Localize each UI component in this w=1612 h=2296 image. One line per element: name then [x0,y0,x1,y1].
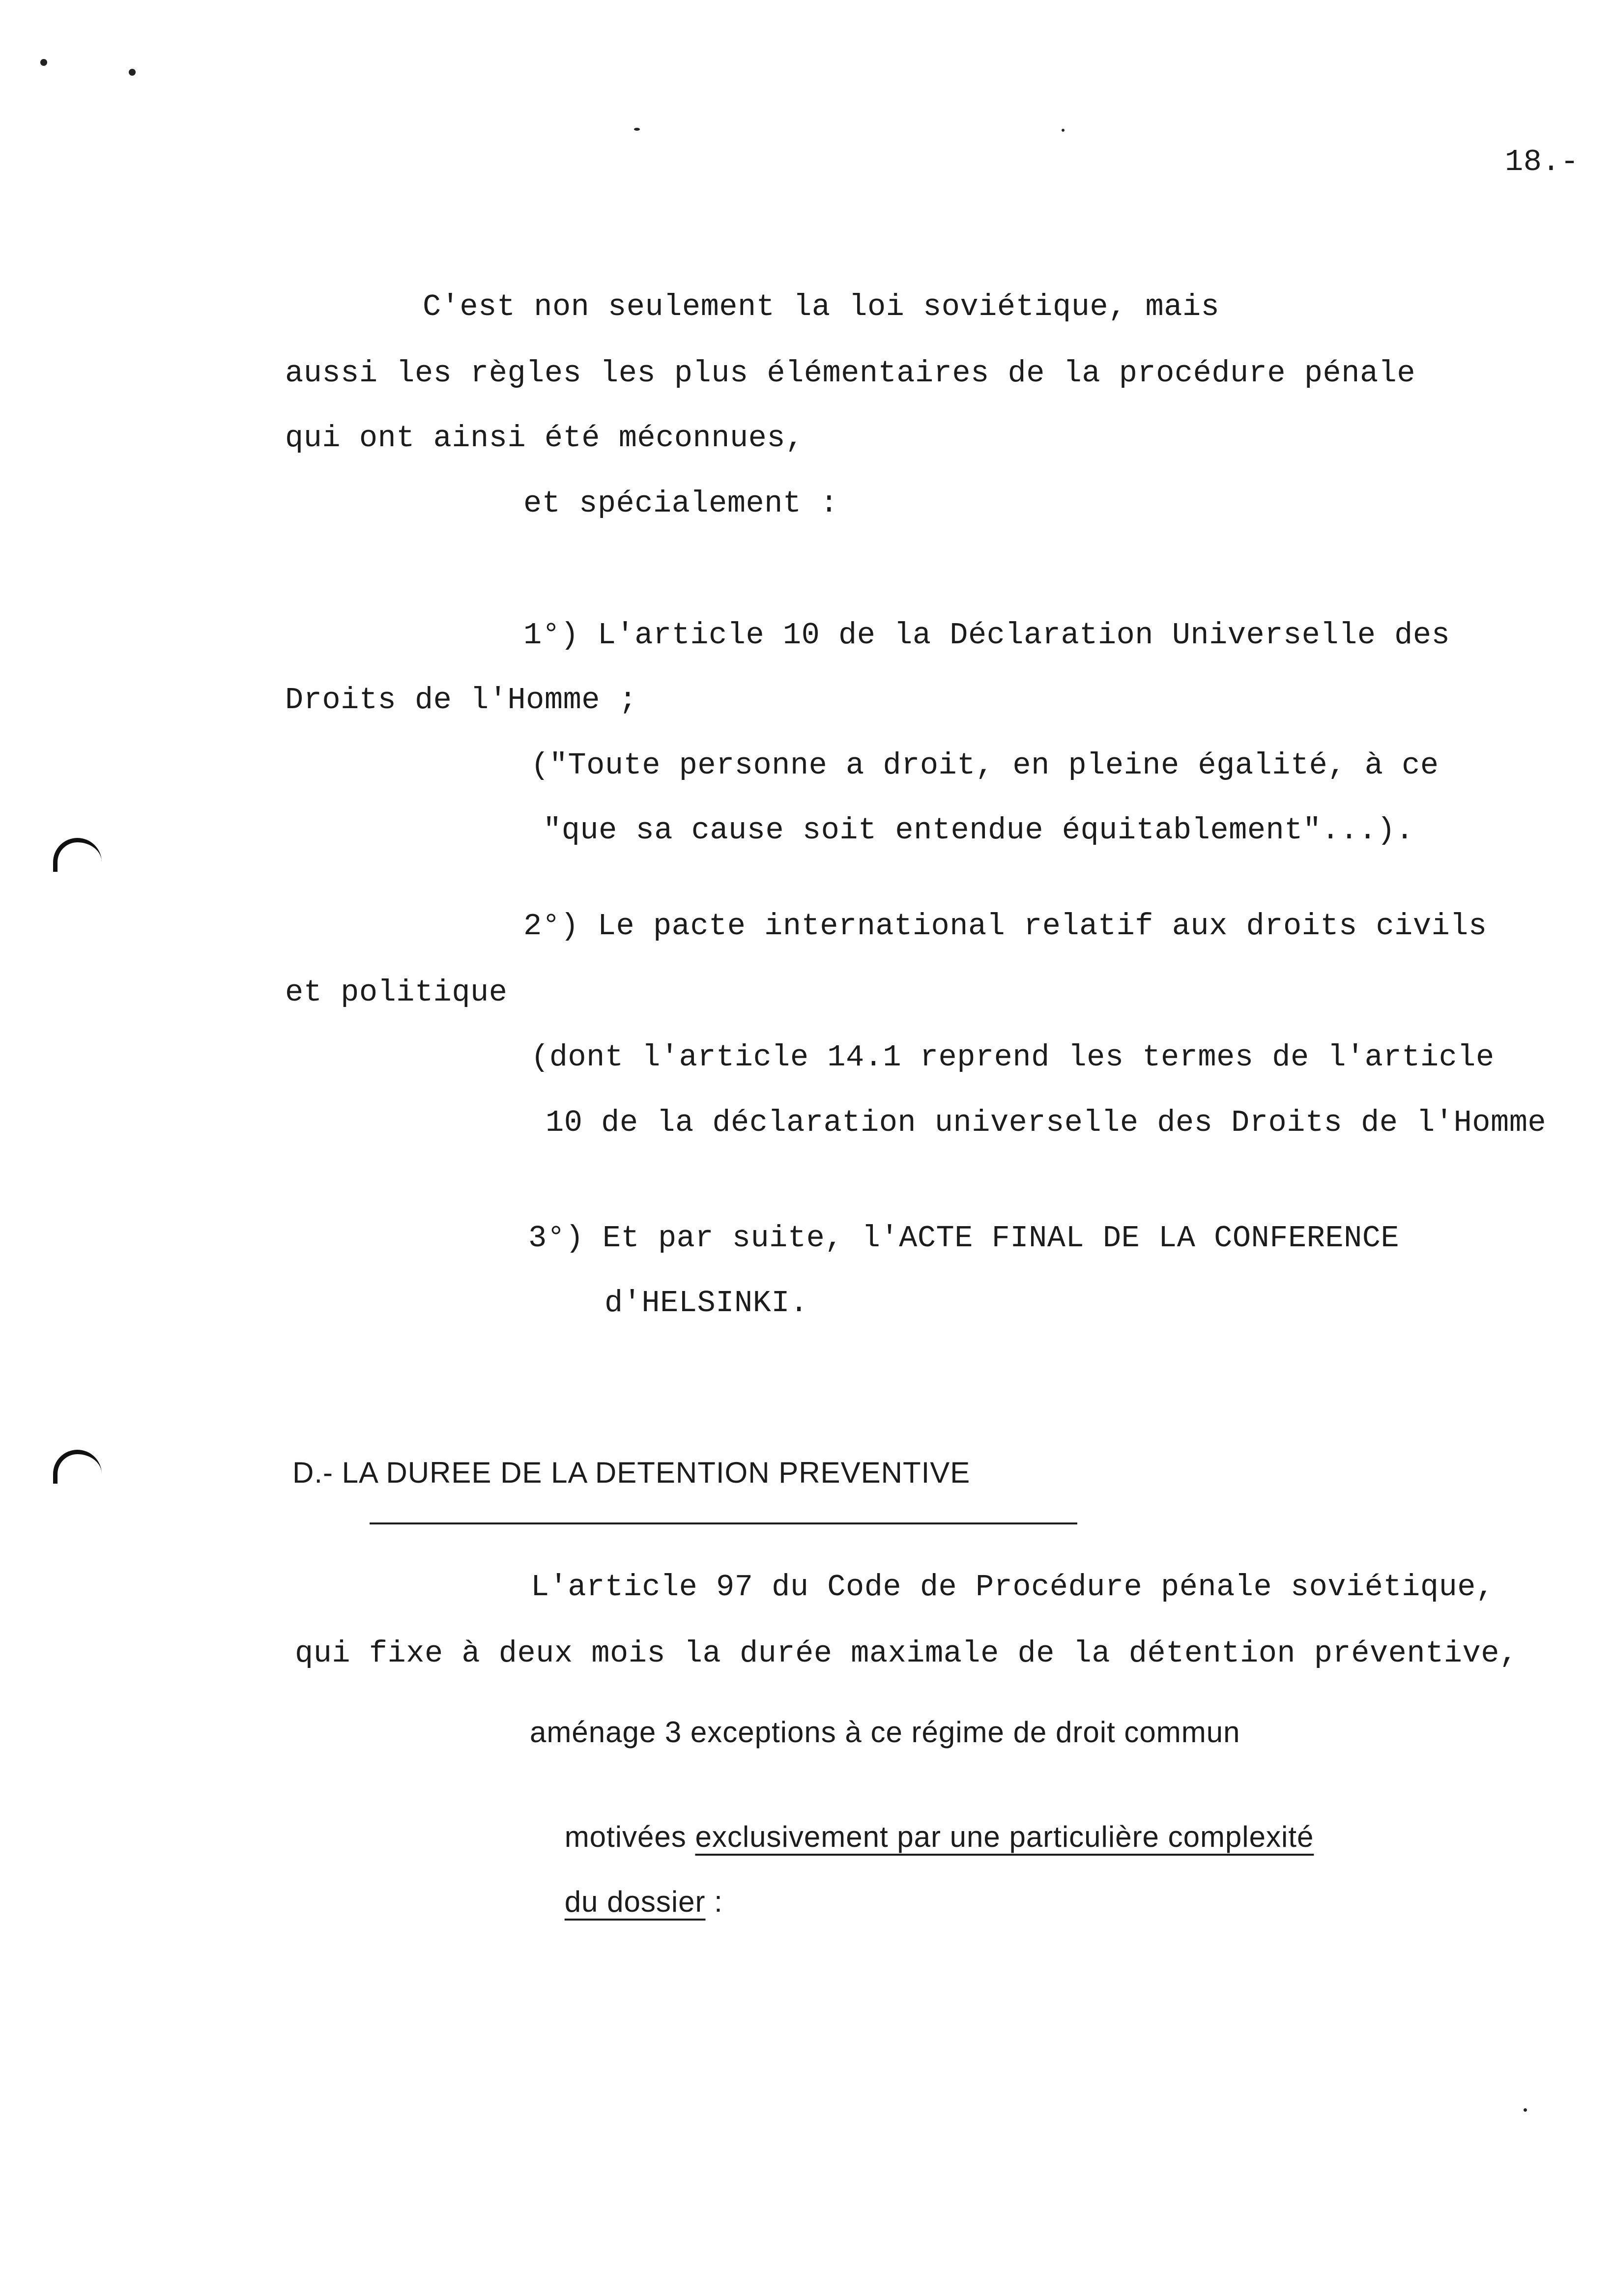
paragraph-line: L'article 97 du Code de Procédure pénale soviétique, [531,1570,1495,1605]
paragraph-line: et spécialement : [523,486,839,521]
section-heading: D.- LA DUREE DE LA DETENTION PREVENTIVE [292,1456,971,1489]
quote-line: "que sa cause soit entendue équitablement"...). [543,813,1414,848]
paragraph-text: : [705,1885,723,1918]
paragraph-line: aussi les règles les plus élémentaires de la procédure pénale [285,356,1416,391]
list-item-line: 1°) L'article 10 de la Déclaration Universelle des [523,618,1450,653]
page-number: 18.- [1505,144,1579,179]
list-item-line: 2°) Le pacte international relatif aux droits civils [523,909,1487,944]
punch-hole-mark-top [53,838,102,872]
punch-hole-mark-bottom [53,1450,102,1484]
list-item-line: Droits de l'Homme ; [285,683,637,718]
underlined-text: du dossier [564,1885,706,1918]
paragraph-text: motivées [564,1820,695,1853]
speck [40,59,47,66]
heading-underline [370,1522,1077,1524]
underlined-text: exclusivement par une particulière complexité [695,1820,1314,1853]
paragraph-line: qui ont ainsi été méconnues, [285,421,804,456]
paragraph-line: qui fixe à deux mois la durée maximale de la détention préventive, [295,1636,1518,1671]
note-line: 10 de la déclaration universelle des Droits de l'Homme [546,1105,1547,1140]
paragraph-line [530,1843,723,1961]
speck [1524,2108,1527,2112]
list-item-line: et politique [285,975,508,1010]
speck [129,69,136,76]
speck [634,128,640,131]
list-item-line: d'HELSINKI. [604,1286,808,1320]
list-item-line: 3°) Et par suite, l'ACTE FINAL DE LA CONFERENCE [528,1221,1400,1256]
speck [1062,129,1065,132]
paragraph-line: C'est non seulement la loi soviétique, mais [423,289,1220,324]
paragraph-line: aménage 3 exceptions à ce régime de droit commun [530,1716,1240,1749]
note-line: (dont l'article 14.1 reprend les termes de l'article [531,1040,1495,1075]
quote-line: ("Toute personne a droit, en pleine égalité, à ce [531,748,1439,783]
